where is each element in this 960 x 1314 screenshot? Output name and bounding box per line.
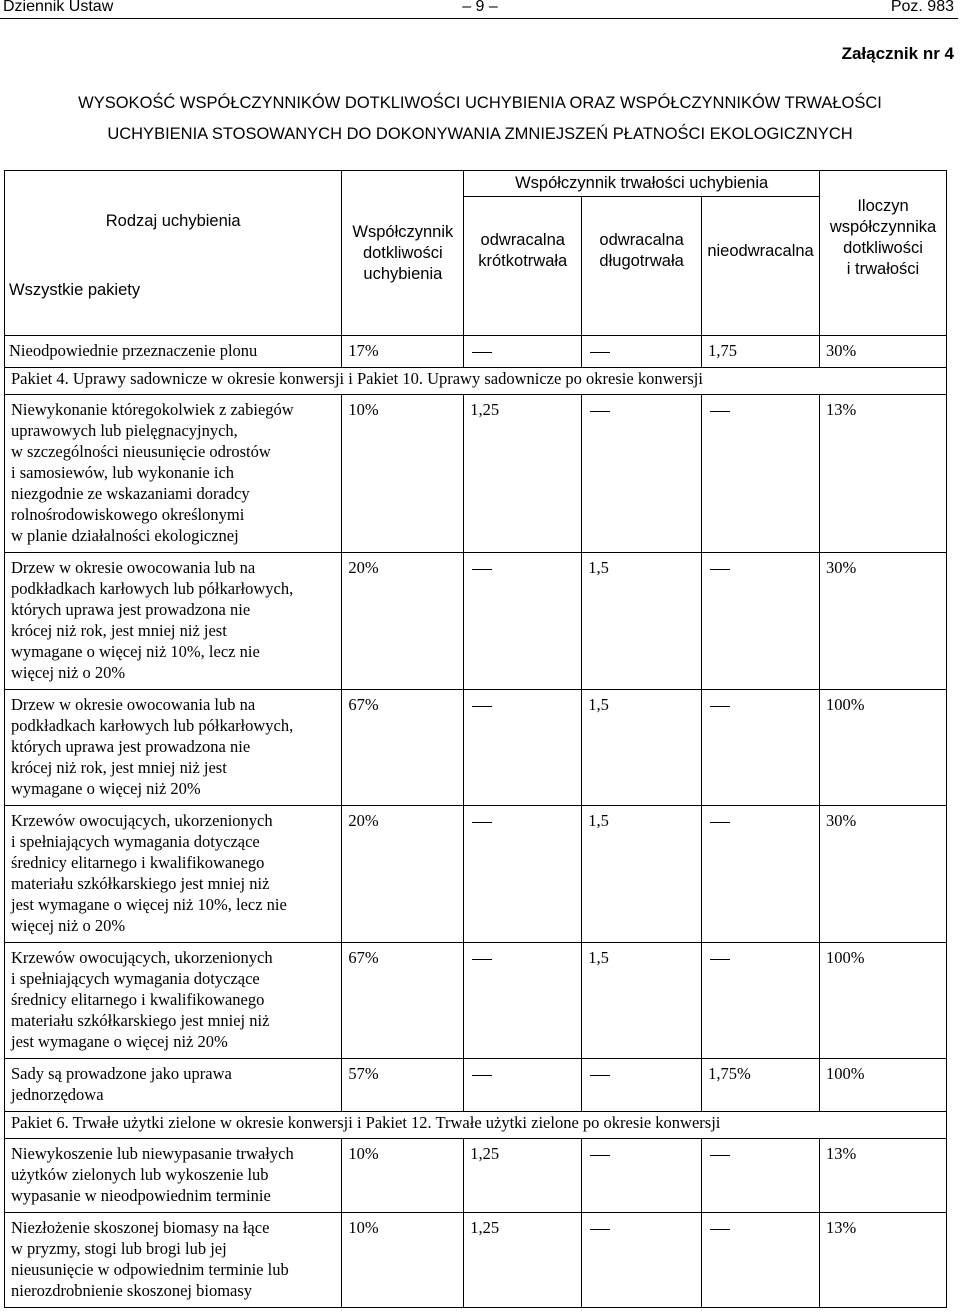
section-title: Pakiet 6. Trwałe użytki zielone w okresie konwersji i Pakiet 12. Trwałe użytki zielone po okresie konwersji <box>5 1112 947 1139</box>
violation-description: Krzewów owocujących, ukorzenionych i spełniających wymagania dotyczące średnicy elitarnego i kwalifikowanego materiału szkółkarskiego jest mniej niż jest wymagane o więcej niż 20% <box>5 943 342 1059</box>
header-rule <box>0 18 958 19</box>
dash-mark <box>710 1155 730 1156</box>
long-term-value: 1,5 <box>582 806 702 943</box>
short-term-value <box>464 806 582 943</box>
product-value: 13% <box>820 395 947 553</box>
severity-value: 20% <box>342 806 464 943</box>
irreversible-value <box>702 395 820 553</box>
short-term-value: 1,25 <box>464 1139 582 1213</box>
severity-value: 67% <box>342 943 464 1059</box>
table-row <box>5 553 947 690</box>
severity-value: 67% <box>342 690 464 806</box>
irreversible-value <box>702 690 820 806</box>
irreversible-value <box>702 943 820 1059</box>
product-value: 13% <box>820 1139 947 1213</box>
irreversible-value: 1,75% <box>702 1059 820 1112</box>
dash-mark <box>590 1155 610 1156</box>
violation-description: Niezłożenie skoszonej biomasy na łące w pryzmy, stogi lub brogi lub jej nieusunięcie w odpowiednim terminie lub nierozdrobnienie skoszonej biomasy <box>5 1213 342 1308</box>
product-value: 30% <box>820 336 947 368</box>
header-trwalosc: Współczynnik trwałości uchybienia <box>464 171 820 197</box>
long-term-value: 1,5 <box>582 553 702 690</box>
annex-label: Załącznik nr 4 <box>841 44 954 63</box>
header-iloczyn: Iloczyn współczynnika dotkliwości i trwałości <box>820 171 947 336</box>
dash-mark <box>590 1075 610 1076</box>
dash-mark <box>472 1075 492 1076</box>
table-row <box>5 395 947 553</box>
table-row <box>5 1139 947 1213</box>
severity-value: 10% <box>342 1139 464 1213</box>
long-term-value <box>582 1139 702 1213</box>
header-all-packages: Wszystkie pakiety <box>9 281 141 299</box>
short-term-value <box>464 1059 582 1112</box>
journal-name: Dziennik Ustaw <box>3 0 114 15</box>
table-row <box>5 806 947 943</box>
table-row <box>5 690 947 806</box>
dash-mark <box>472 706 492 707</box>
dash-mark <box>710 569 730 570</box>
product-value: 100% <box>820 943 947 1059</box>
dash-mark <box>590 1229 610 1230</box>
violation-description: Drzew w okresie owocowania lub na podkładkach karłowych lub półkarłowych, których uprawa jest prowadzona nie krócej niż rok, jest mniej niż jest wymagane o więcej niż 20% <box>5 690 342 806</box>
short-term-value: 1,25 <box>464 1213 582 1308</box>
product-value: 30% <box>820 553 947 690</box>
irreversible-value: 1,75 <box>702 336 820 368</box>
header-rodzaj: Rodzaj uchybienia <box>105 212 241 230</box>
short-term-value <box>464 943 582 1059</box>
violation-description: Nieodpowiednie przeznaczenie plonu <box>5 336 342 368</box>
header-dotkliwosc: Współczynnik dotkliwości uchybienia <box>342 171 464 336</box>
violation-description: Sady są prowadzone jako uprawa jednorzędowa <box>5 1059 342 1112</box>
table-row <box>5 943 947 1059</box>
dash-mark <box>710 1229 730 1230</box>
dash-mark <box>710 959 730 960</box>
short-term-value <box>464 336 582 368</box>
section-pakiet-6 <box>5 1112 947 1139</box>
dash-mark <box>590 352 610 353</box>
product-value: 100% <box>820 690 947 806</box>
short-term-value: 1,25 <box>464 395 582 553</box>
document-title-line-2: UCHYBIENIA STOSOWANYCH DO DOKONYWANIA ZMNIEJSZEŃ PŁATNOŚCI EKOLOGICZNYCH <box>107 125 853 143</box>
position-number: Poz. 983 <box>890 0 954 15</box>
severity-value: 17% <box>342 336 464 368</box>
product-value: 13% <box>820 1213 947 1308</box>
dash-mark <box>472 352 492 353</box>
long-term-value <box>582 395 702 553</box>
table-row <box>5 1213 947 1308</box>
violation-description: Niewykoszenie lub niewypasanie trwałych użytków zielonych lub wykoszenie lub wypasanie w nieodpowiednim terminie <box>5 1139 342 1213</box>
header-row-1 <box>5 171 947 197</box>
dash-mark <box>710 822 730 823</box>
irreversible-value <box>702 1213 820 1308</box>
page-header <box>0 0 960 18</box>
irreversible-value <box>702 553 820 690</box>
short-term-value <box>464 553 582 690</box>
dash-mark <box>472 959 492 960</box>
irreversible-value <box>702 1139 820 1213</box>
product-value: 30% <box>820 806 947 943</box>
header-krotkotrwala: odwracalna krótkotrwała <box>464 197 582 336</box>
coefficients-table <box>4 170 947 1308</box>
irreversible-value <box>702 806 820 943</box>
dash-mark <box>472 822 492 823</box>
violation-description: Drzew w okresie owocowania lub na podkładkach karłowych lub półkarłowych, których uprawa jest prowadzona nie krócej niż rok, jest mniej niż jest wymagane o więcej niż 10%, lecz nie więcej niż o 20% <box>5 553 342 690</box>
header-dlugotrwala: odwracalna długotrwała <box>582 197 702 336</box>
document-title-line-1: WYSOKOŚĆ WSPÓŁCZYNNIKÓW DOTKLIWOŚCI UCHYBIENIA ORAZ WSPÓŁCZYNNIKÓW TRWAŁOŚCI <box>78 94 882 112</box>
header-rodzaj-cell <box>5 171 342 336</box>
dash-mark <box>710 706 730 707</box>
long-term-value <box>582 1213 702 1308</box>
short-term-value <box>464 690 582 806</box>
page-number: – 9 – <box>462 0 498 15</box>
violation-description: Niewykonanie któregokolwiek z zabiegów uprawowych lub pielęgnacyjnych, w szczególności nieusunięcie odrostów i samosiewów, lub wykonanie ich niezgodnie ze wskazaniami doradcy rolnośrodowiskowego określonymi w planie działalności ekologicznej <box>5 395 342 553</box>
severity-value: 10% <box>342 1213 464 1308</box>
long-term-value: 1,5 <box>582 943 702 1059</box>
product-value: 100% <box>820 1059 947 1112</box>
header-nieodwracalna: nieodwracalna <box>702 197 820 336</box>
severity-value: 20% <box>342 553 464 690</box>
severity-value: 10% <box>342 395 464 553</box>
section-pakiet-4 <box>5 368 947 395</box>
long-term-value <box>582 336 702 368</box>
violation-description: Krzewów owocujących, ukorzenionych i spełniających wymagania dotyczące średnicy elitarnego i kwalifikowanego materiału szkółkarskiego jest mniej niż jest wymagane o więcej niż 10%, lecz nie więcej niż o 20% <box>5 806 342 943</box>
severity-value: 57% <box>342 1059 464 1112</box>
table-row <box>5 1059 947 1112</box>
dash-mark <box>710 411 730 412</box>
long-term-value: 1,5 <box>582 690 702 806</box>
dash-mark <box>472 569 492 570</box>
long-term-value <box>582 1059 702 1112</box>
section-title: Pakiet 4. Uprawy sadownicze w okresie konwersji i Pakiet 10. Uprawy sadownicze po okresie konwersji <box>5 368 947 395</box>
table-row <box>5 336 947 368</box>
dash-mark <box>590 411 610 412</box>
